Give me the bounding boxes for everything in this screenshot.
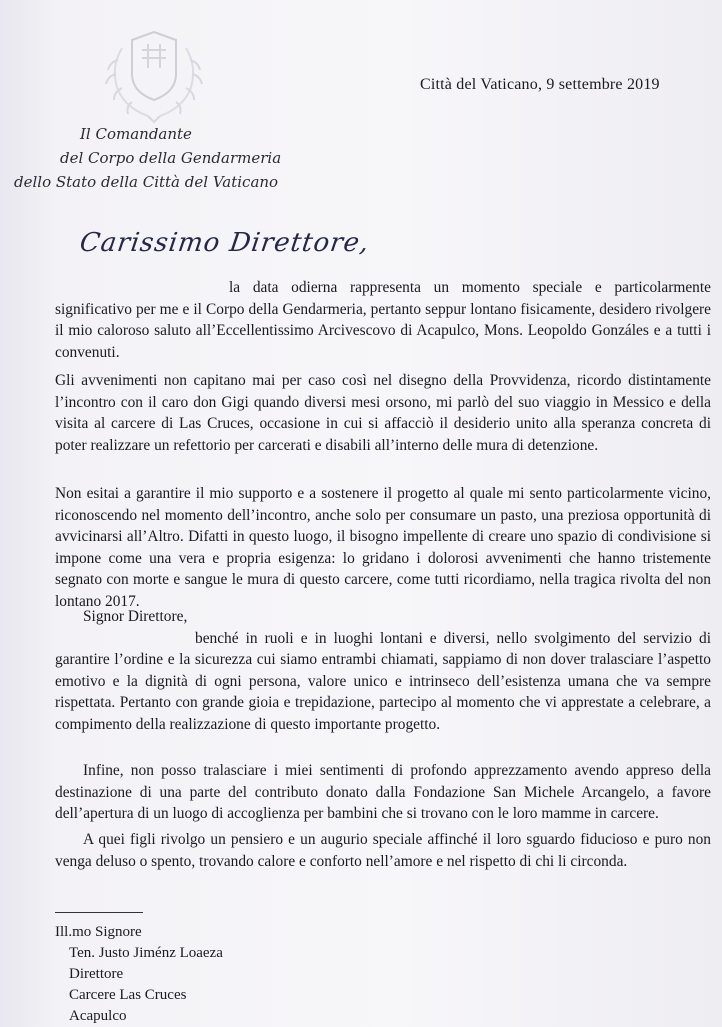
embossed-crest-icon <box>92 28 212 128</box>
handwritten-salutation: Carissimo Direttore, <box>77 228 372 258</box>
place-and-date: Città del Vaticano, 9 settembre 2019 <box>420 76 660 93</box>
paragraph-3-block <box>55 483 711 612</box>
addressee-line: Acapulco <box>69 1008 127 1024</box>
paragraph-2-block <box>55 370 711 456</box>
letterhead <box>14 122 314 194</box>
paragraph: la data odierna rappresenta un momento speciale e particolarmente significativo per me e il Corpo della Gendarmeria, pertanto seppur lontano fisicamente, desidero rivolgere il mio caloroso saluto all’Eccellentissimo Arcivescovo di Acapulco, Mons. Leopoldo Gonzáles e a tutti i convenuti. <box>55 279 711 361</box>
paragraph: A quei figli rivolgo un pensiero e un augurio speciale affinché il loro sguardo fiducioso e puro non venga deluso o spento, trovando calore e conforto nell’amore e nel rispetto di chi li circonda. <box>55 831 711 870</box>
paragraph-6-block <box>55 829 711 872</box>
letterhead-line-state: dello Stato della Città del Vaticano <box>14 173 279 191</box>
paragraph: benché in ruoli e in luoghi lontani e diversi, nello svolgimento del servizio di garantire l’ordine e la sicurezza cui siamo entrambi chiamati, sappiamo di non dover tralasciare l’aspetto emotivo e la dignità di ogni persona, valore unico e intrinseco dell’esistenza umana che va sempre rispettata. Pertanto con grande gioia e trepidazione, partecipo al momento che vi apprestate a celebrare, a compimento della realizzazione di questo importante progetto. <box>55 629 711 733</box>
addressee-line: Ten. Justo Jiménz Loaeza <box>69 945 223 961</box>
addressee-line: Ill.mo Signore <box>55 924 142 940</box>
addressee-block <box>55 922 223 1027</box>
paragraph-greeting: Signor Direttore, <box>83 608 188 625</box>
addressee-line: Direttore <box>69 966 124 982</box>
letterhead-line-corps: del Corpo della Gendarmeria <box>60 149 282 167</box>
paragraph-4-block <box>55 606 711 735</box>
paragraph: Non esitai a garantire il mio supporto e a sostenere il progetto al quale mi sento particolarmente vicino, riconoscendo nel momento dell’incontro, anche solo per consumare un pasto, una preziosa opportunità di avvicinarsi all’Altro. Difatti in questo luogo, il bisogno impellente di creare uno spazio di condivisione si impone come una vera e propria esigenza: lo gridano i dolorosi avvenimenti che hanno tristemente segnato con morte e sangue le mura di questo carcere, come tutti ricordiamo, nella tragica rivolta del non lontano 2017. <box>55 485 711 610</box>
letterhead-line-title: Il Comandante <box>80 125 192 143</box>
signature-divider <box>55 912 143 913</box>
paragraph-1-block <box>55 277 711 363</box>
paragraph: Infine, non posso tralasciare i miei sentimenti di profondo apprezzamento avendo appreso della destinazione di una parte del contributo donato dalla Fondazione San Michele Arcangelo, a favore dell’apertura di un luogo di accoglienza per bambini che si trovano con le loro mamme in carcere. <box>55 762 711 822</box>
addressee-line: Carcere Las Cruces <box>69 987 187 1003</box>
paragraph: Gli avvenimenti non capitano mai per caso così nel disegno della Provvidenza, ricordo distintamente l’incontro con il caro don Gigi quando diversi mesi orsono, mi parlò del suo viaggio in Messico e della visita al carcere di Las Cruces, occasione in cui si affacciò il desiderio unito alla speranza concreta di poter realizzare un refettorio per carcerati e disabili all’interno delle mura di detenzione. <box>55 372 711 454</box>
paragraph-5-block <box>55 760 711 825</box>
